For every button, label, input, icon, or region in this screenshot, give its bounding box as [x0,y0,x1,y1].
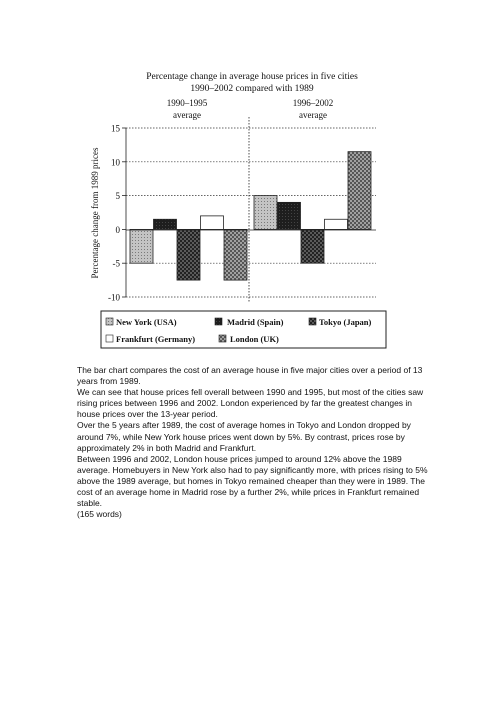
bar-london-group-2 [348,152,371,230]
essay-paragraph: We can see that house prices fell overall between 1990 and 1995, but most of the cities saw rising prices between 1996 and 2002. London experienced by far the greatest changes in house prices over the 13-year period. [77,387,424,420]
group-label-2-line2: average [299,110,327,120]
bars [130,152,371,280]
essay-paragraph: Between 1996 and 2002, London house prices jumped to around 12% above the 1989 average. Homebuyers in New York also had to pay significantly more, with prices rising to 5% above the 1989 average, but homes in Tokyo remained cheaper than they were in 1989. The cost of an average home in Madrid rose by a further 2%, while prices in Frankfurt remained stable. [77,453,428,509]
legend-label-frankfurt: Frankfurt (Germany) [116,334,196,344]
essay-paragraph: Over the 5 years after 1989, the cost of average homes in Tokyo and London dropped by around 7%, while New York house prices went down by 5%. By contrast, prices rose by approximately 2% in both Madrid and Frankfurt. [77,420,411,453]
legend-swatch-frankfurt [106,335,113,342]
legend [101,311,386,348]
legend-swatch-madrid [215,318,222,325]
legend-label-madrid: Madrid (Spain) [227,317,284,327]
legend-label-new-york: New York (USA) [116,317,177,327]
bar-tokyo-group-2 [301,229,324,263]
bar-new-group-2 [254,196,277,230]
essay-text [77,365,437,520]
legend-label-london: London (UK) [230,334,279,344]
y-tick-label: 5 [115,191,120,202]
bar-frankfurt-group-2 [325,219,348,229]
legend-label-tokyo: Tokyo (Japan) [319,317,372,327]
group-label-2-line1: 1996–2002 [292,98,334,108]
group-label-1-line1: 1990–1995 [166,98,208,108]
bar-new-group-1 [130,229,153,263]
bar-frankfurt-group-1 [201,216,224,230]
legend-swatch-tokyo [309,318,316,325]
y-tick-label: -10 [108,292,120,303]
y-ticks [108,124,126,303]
bar-madrid-group-1 [154,219,177,229]
y-tick-label: 15 [111,123,120,134]
legend-swatch-london [219,335,226,342]
y-tick-label: -5 [112,258,120,269]
group-label-1-line2: average [173,110,201,120]
chart-title: Percentage change in average house prices in five cities [146,72,358,82]
legend-swatch-new-york [106,318,113,325]
bar-london-group-1 [224,229,247,280]
y-tick-label: 10 [111,157,120,168]
bar-madrid-group-2 [278,202,301,229]
bar-tokyo-group-1 [177,229,200,280]
y-tick-label: 0 [115,224,120,235]
word-count: (165 words) [77,509,122,520]
grid-lines [126,128,376,297]
chart-subtitle: 1990–2002 compared with 1989 [190,84,314,94]
y-axis-label: Percentage change from 1989 prices [90,147,100,279]
essay-paragraph: The bar chart compares the cost of an average house in five major cities over a period of 13 years from 1989. [77,365,423,387]
